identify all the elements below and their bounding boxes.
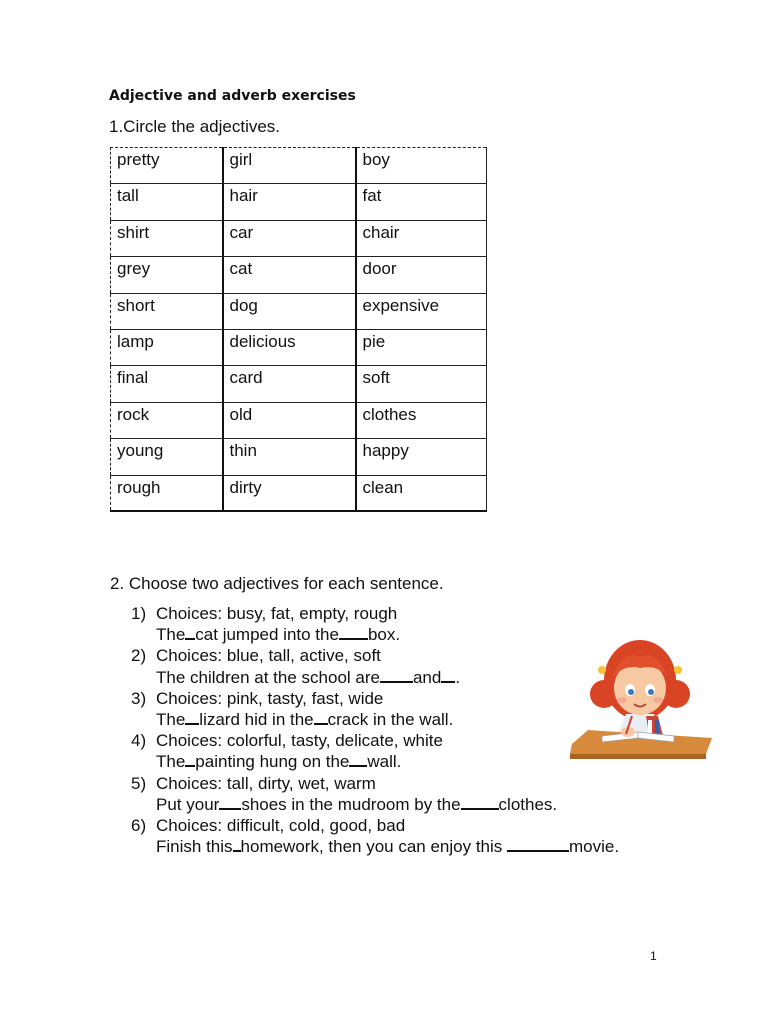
table-cell: cat [223,257,356,293]
sentence-text: Finish this [156,837,233,857]
question-item [131,603,619,645]
question-choices: Choices: blue, tall, active, soft [156,646,381,666]
table-row [111,439,487,475]
adjectives-table [110,147,487,512]
table-cell: clean [356,475,487,511]
table-cell: dog [223,293,356,329]
sentence-text: cat jumped into the [195,625,339,645]
table-cell: dirty [223,475,356,511]
question-number: 4) [131,731,147,751]
sentence-text: . [455,667,461,687]
table-cell: delicious [223,329,356,365]
question-list [131,603,619,857]
answer-blank [185,751,195,767]
question-item [131,773,619,815]
answer-blank [349,751,367,767]
table-cell: young [111,439,223,475]
question-choices: Choices: difficult, cold, good, bad [156,816,406,836]
sentence-text: painting hung on the [195,752,350,772]
table-cell: door [356,257,487,293]
table-row [111,402,487,438]
table-row [111,257,487,293]
table-cell: hair [223,184,356,220]
table-cell: thin [223,439,356,475]
table-row [111,184,487,220]
question-number: 3) [131,688,147,708]
answer-blank [233,836,241,852]
sentence-text: lizard hid in the [199,710,314,730]
table-cell: girl [223,148,356,184]
answer-blank [441,667,455,683]
table-row [111,220,487,256]
table-cell: final [111,366,223,402]
table-cell: clothes [356,402,487,438]
answer-blank [507,836,569,852]
sentence-text: homework, then you can enjoy this [240,837,508,857]
answer-blank [185,709,199,725]
table-cell: expensive [356,293,487,329]
question-number: 1) [131,604,147,623]
table-cell: rock [111,402,223,438]
question-item [131,815,619,857]
question-item [131,688,619,730]
answer-blank [219,794,241,810]
sentence-text: The [156,752,186,772]
table-row [111,366,487,402]
table-cell: chair [356,220,487,256]
page-number: 1 [650,949,657,963]
table-cell: rough [111,475,223,511]
question-number: 2) [131,646,147,666]
question-choices: Choices: tall, dirty, wet, warm [156,773,376,793]
table-cell: fat [356,184,487,220]
question-sentence [156,751,619,772]
question-sentence [156,794,619,815]
girl-studying-illustration [566,632,714,764]
table-cell: lamp [111,329,223,365]
sentence-text: movie. [569,837,620,857]
table-row [111,293,487,329]
eye [628,689,634,695]
question-choices: Choices: pink, tasty, fast, wide [156,688,384,708]
answer-blank [314,709,328,725]
table-cell: shirt [111,220,223,256]
table-cell: old [223,402,356,438]
question-sentence [156,624,619,645]
question-sentence [156,709,619,730]
section-1-heading: 1.Circle the adjectives. [109,117,281,136]
sentence-text: crack in the wall. [327,710,454,730]
table-cell: boy [356,148,487,184]
question-item [131,730,619,772]
answer-blank [380,667,413,683]
table-cell: soft [356,366,487,402]
table-cell: pretty [111,148,223,184]
table-cell: card [223,366,356,402]
table-cell: grey [111,257,223,293]
table-cell: short [111,293,223,329]
table-row [111,475,487,511]
sentence-text: Put your [156,794,220,814]
question-sentence [156,667,619,688]
table-cell: car [223,220,356,256]
sentence-text: wall. [367,752,402,772]
question-number: 5) [131,773,147,793]
question-item [131,645,619,687]
question-choices: Choices: colorful, tasty, delicate, white [156,731,443,751]
answer-blank [461,794,499,810]
table-row [111,329,487,365]
sentence-text: box. [367,625,401,645]
section-2-heading: 2. Choose two adjectives for each sentence. [110,574,444,593]
question-choices: Choices: busy, fat, empty, rough [156,604,398,623]
sentence-text: The [156,710,186,730]
worksheet-title: Adjective and adverb exercises [109,88,356,104]
sentence-text: clothes. [498,794,558,814]
eye [648,689,654,695]
sentence-text: shoes in the mudroom by the [241,794,461,814]
hair-tie [598,666,606,674]
table-cell: pie [356,329,487,365]
hair-tie [674,666,682,674]
answer-blank [185,624,195,640]
question-number: 6) [131,816,147,836]
table-cell: tall [111,184,223,220]
table-row [111,148,487,184]
sentence-text: The children at the school are [156,667,380,687]
table-cell: happy [356,439,487,475]
question-sentence [156,836,619,857]
sentence-text: The [156,625,186,645]
answer-blank [339,624,368,640]
sentence-text: and [412,667,442,687]
